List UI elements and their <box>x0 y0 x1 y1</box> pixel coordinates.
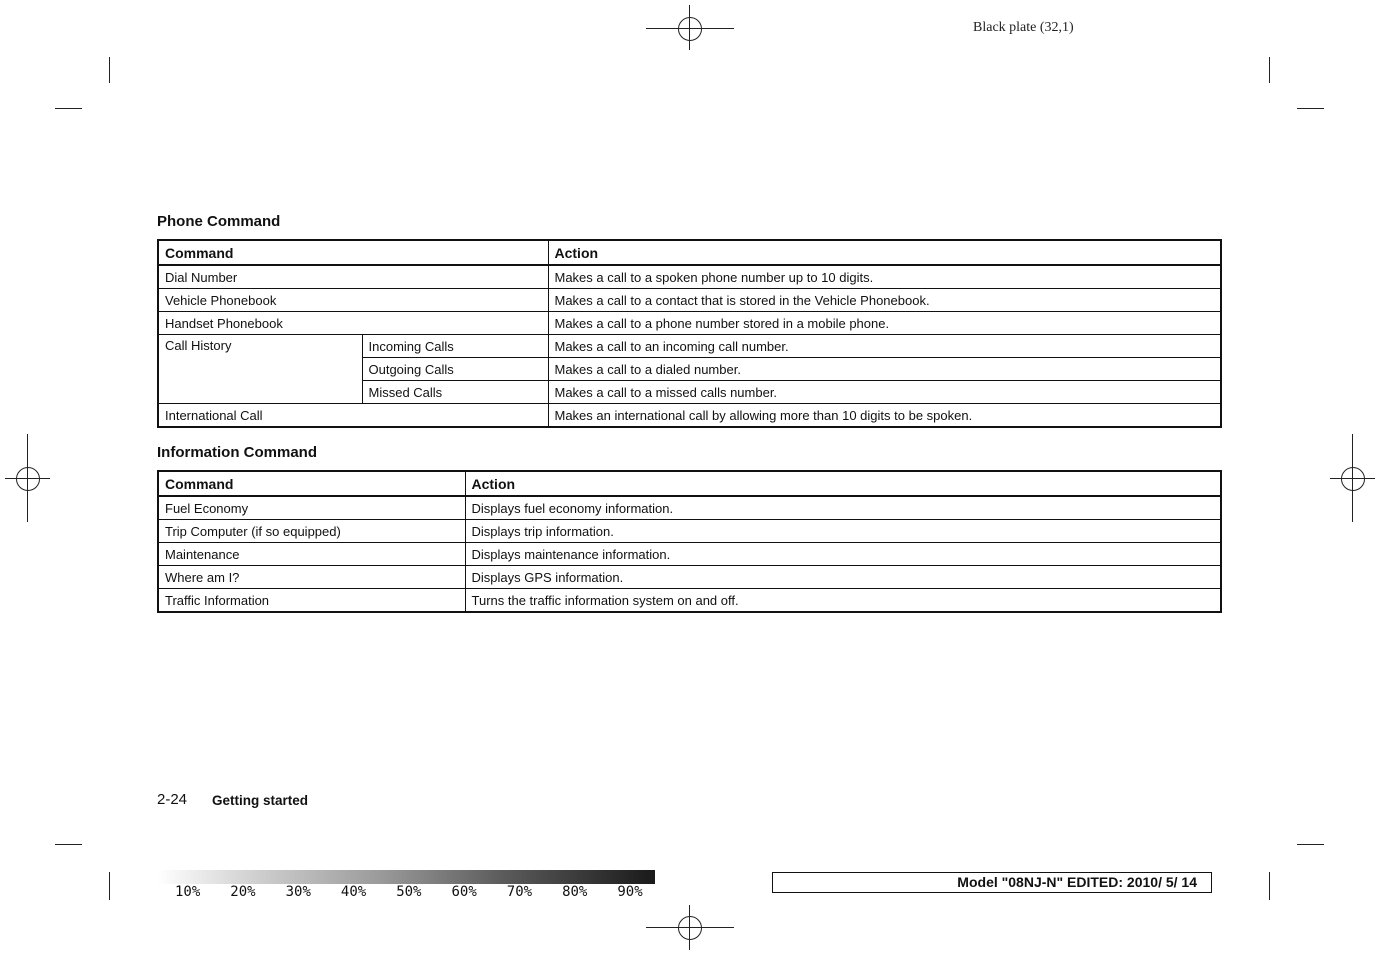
scale-label: 70% <box>506 884 533 900</box>
action-cell: Displays GPS information. <box>465 566 1221 589</box>
command-cell: Fuel Economy <box>158 496 465 520</box>
action-cell: Makes a call to a missed calls number. <box>548 381 1221 404</box>
registration-circle-icon <box>16 467 40 491</box>
subcommand-cell: Outgoing Calls <box>362 358 548 381</box>
crop-mark <box>1269 57 1270 83</box>
action-cell: Displays maintenance information. <box>465 543 1221 566</box>
registration-circle-icon <box>678 916 702 940</box>
tint-scale-labels <box>160 884 660 900</box>
registration-circle-icon <box>1341 467 1365 491</box>
scale-label: 10% <box>175 884 201 900</box>
plate-label: Black plate (32,1) <box>973 20 1074 35</box>
crop-mark <box>55 844 82 845</box>
registration-circle-icon <box>678 17 702 41</box>
column-header-command: Command <box>158 240 548 265</box>
command-cell: Call History <box>158 335 362 404</box>
table-row <box>158 335 1221 358</box>
column-header-command: Command <box>158 471 465 496</box>
page-number: 2-24 <box>157 791 188 808</box>
scale-label: 40% <box>340 884 367 900</box>
command-cell: Maintenance <box>158 543 465 566</box>
scale-label: 90% <box>617 884 643 900</box>
command-cell: Dial Number <box>158 265 548 289</box>
information-command-title: Information Command <box>157 444 317 461</box>
action-cell: Displays fuel economy information. <box>465 496 1221 520</box>
command-cell: Traffic Information <box>158 589 465 613</box>
table-row <box>158 404 1221 428</box>
command-cell: International Call <box>158 404 548 428</box>
action-cell: Displays trip information. <box>465 520 1221 543</box>
command-cell: Vehicle Phonebook <box>158 289 548 312</box>
action-cell: Makes a call to a spoken phone number up to 10 digits. <box>548 265 1221 289</box>
information-command-table <box>157 470 1222 613</box>
action-cell: Turns the traffic information system on and off. <box>465 589 1221 613</box>
phone-command-table <box>157 239 1222 428</box>
scale-label: 80% <box>562 884 588 900</box>
model-edited-box: Model "08NJ-N" EDITED: 2010/ 5/ 14 <box>772 872 1212 893</box>
crop-mark <box>1269 872 1270 900</box>
scale-label: 20% <box>230 884 256 900</box>
crop-mark <box>55 108 82 109</box>
action-cell: Makes a call to a phone number stored in a mobile phone. <box>548 312 1221 335</box>
crop-mark <box>109 57 110 83</box>
table-header-row <box>158 471 1221 496</box>
column-header-action: Action <box>548 240 1221 265</box>
table-header-row <box>158 240 1221 265</box>
table-row <box>158 566 1221 589</box>
table-row <box>158 265 1221 289</box>
action-cell: Makes a call to a contact that is stored in the Vehicle Phonebook. <box>548 289 1221 312</box>
scale-label: 30% <box>285 884 311 900</box>
scale-label: 60% <box>451 884 477 900</box>
table-row <box>158 543 1221 566</box>
table-row <box>158 496 1221 520</box>
column-header-action: Action <box>465 471 1221 496</box>
command-cell: Where am I? <box>158 566 465 589</box>
tint-scale-bar <box>157 870 655 884</box>
table-row <box>158 589 1221 613</box>
command-cell: Trip Computer (if so equipped) <box>158 520 465 543</box>
action-cell: Makes a call to a dialed number. <box>548 358 1221 381</box>
crop-mark <box>1297 108 1324 109</box>
action-cell: Makes an international call by allowing more than 10 digits to be spoken. <box>548 404 1221 428</box>
table-row <box>158 520 1221 543</box>
command-cell: Handset Phonebook <box>158 312 548 335</box>
subcommand-cell: Incoming Calls <box>362 335 548 358</box>
table-row <box>158 312 1221 335</box>
crop-mark <box>1297 844 1324 845</box>
action-cell: Makes a call to an incoming call number. <box>548 335 1221 358</box>
subcommand-cell: Missed Calls <box>362 381 548 404</box>
phone-command-title: Phone Command <box>157 213 281 230</box>
chapter-title: Getting started <box>212 793 309 808</box>
crop-mark <box>109 872 110 900</box>
table-row <box>158 289 1221 312</box>
scale-label: 50% <box>396 884 422 900</box>
